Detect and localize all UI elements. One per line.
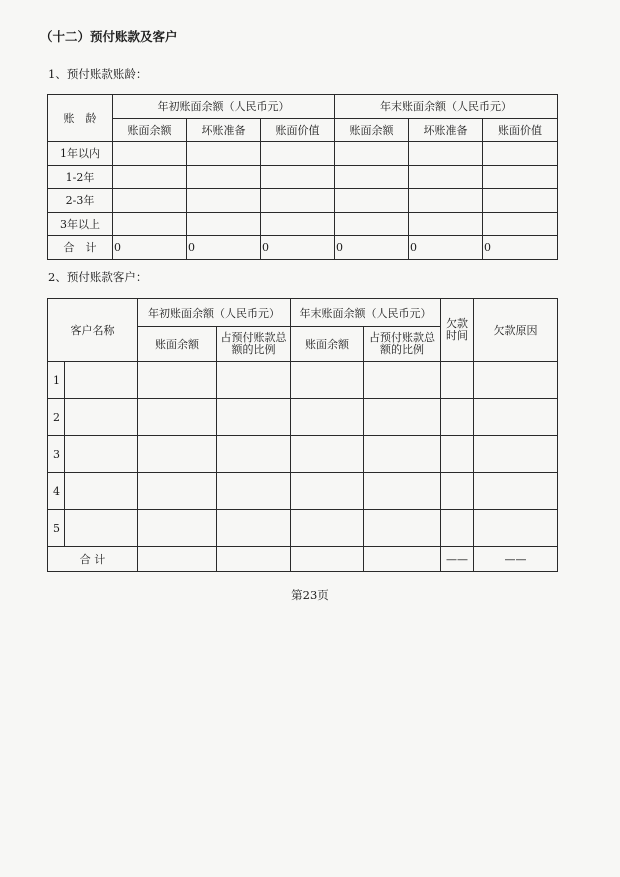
- table-cell: [138, 362, 217, 399]
- header-debt-reason: 欠款原因: [474, 299, 558, 362]
- table-cell: [217, 510, 291, 547]
- table-cell: [364, 510, 441, 547]
- table-cell: [261, 189, 335, 213]
- header-end-book-value: 账面价值: [483, 118, 558, 142]
- total-cell: [217, 547, 291, 572]
- total-reason: ——: [474, 547, 558, 572]
- table-cell: [138, 510, 217, 547]
- total-cell: 0: [261, 236, 335, 260]
- table-cell: [217, 362, 291, 399]
- table-cell: [441, 473, 474, 510]
- table-cell: [187, 212, 261, 236]
- table-cell: [409, 142, 483, 166]
- table-cell: [291, 510, 364, 547]
- table-cell: [138, 473, 217, 510]
- page-number: 第23页: [291, 588, 329, 602]
- row-index: 1: [48, 362, 65, 399]
- row-index: 3: [48, 436, 65, 473]
- table-cell: [483, 189, 558, 213]
- total-cell: 0: [113, 236, 187, 260]
- header-end-balance-group: 年末账面余额（人民币元）: [335, 95, 558, 119]
- table-cell: [335, 165, 409, 189]
- total-cell: [291, 547, 364, 572]
- table-cell: [474, 362, 558, 399]
- table-cell: [483, 212, 558, 236]
- table-cell: [261, 165, 335, 189]
- table-cell: [483, 142, 558, 166]
- total-label: 合 计: [48, 236, 113, 260]
- total-row: [48, 547, 558, 572]
- table-cell: [474, 510, 558, 547]
- table-row: [48, 436, 558, 473]
- table-cell: [217, 436, 291, 473]
- table-cell: [335, 212, 409, 236]
- table-row: [48, 399, 558, 436]
- total-row: [48, 236, 558, 260]
- table-cell: [113, 189, 187, 213]
- table-row: [48, 362, 558, 399]
- table-cell: [364, 399, 441, 436]
- table-row: [48, 212, 558, 236]
- header-customer-name: 客户名称: [48, 299, 138, 362]
- table-cell: [409, 189, 483, 213]
- header-start-book-value: 账面价值: [261, 118, 335, 142]
- table-cell: [217, 473, 291, 510]
- table-cell: [474, 436, 558, 473]
- table-row: [48, 189, 558, 213]
- table-cell: [291, 473, 364, 510]
- header-end-balance: 账面余额: [291, 327, 364, 362]
- total-cell: [364, 547, 441, 572]
- table-cell: [65, 399, 138, 436]
- table-cell: [364, 362, 441, 399]
- aging-table-title: 1、预付账款账龄：: [48, 67, 148, 81]
- customers-table-title: 2、预付账款客户：: [48, 270, 148, 284]
- table-cell: [261, 142, 335, 166]
- header-debt-time: 欠款时间: [441, 299, 474, 362]
- row-index: 4: [48, 473, 65, 510]
- table-cell: [291, 362, 364, 399]
- header-start-balance-group: 年初账面余额（人民币元）: [113, 95, 335, 119]
- total-cell: 0: [335, 236, 409, 260]
- table-cell: [65, 473, 138, 510]
- table-cell: [113, 142, 187, 166]
- table-cell: [138, 436, 217, 473]
- table-cell: [364, 473, 441, 510]
- header-end-ratio: 占预付账款总额的比例: [364, 327, 441, 362]
- table-cell: [65, 436, 138, 473]
- table-row: [48, 510, 558, 547]
- table-cell: [441, 362, 474, 399]
- table-cell: [113, 212, 187, 236]
- header-end-balance: 账面余额: [335, 118, 409, 142]
- table-cell: [217, 399, 291, 436]
- table-row: [48, 142, 558, 166]
- table-cell: [474, 473, 558, 510]
- table-cell: [261, 212, 335, 236]
- total-label: 合 计: [48, 547, 138, 572]
- header-start-balance: 账面余额: [113, 118, 187, 142]
- customers-table: [47, 298, 558, 572]
- header-age: 账 龄: [48, 95, 113, 142]
- header-start-provision: 坏账准备: [187, 118, 261, 142]
- row-label: 1-2年: [48, 165, 113, 189]
- table-cell: [138, 399, 217, 436]
- row-index: 5: [48, 510, 65, 547]
- table-cell: [335, 189, 409, 213]
- header-start-ratio: 占预付账款总额的比例: [217, 327, 291, 362]
- table-row: [48, 165, 558, 189]
- section-title: （十二）预付账款及客户: [40, 29, 178, 44]
- table-cell: [187, 142, 261, 166]
- row-label: 3年以上: [48, 212, 113, 236]
- table-cell: [291, 436, 364, 473]
- table-cell: [335, 142, 409, 166]
- total-cell: [138, 547, 217, 572]
- aging-table: [47, 94, 558, 260]
- total-time: ——: [441, 547, 474, 572]
- total-cell: 0: [409, 236, 483, 260]
- header-start-balance: 账面余额: [138, 327, 217, 362]
- table-cell: [187, 189, 261, 213]
- table-cell: [291, 399, 364, 436]
- table-cell: [187, 165, 261, 189]
- table-cell: [113, 165, 187, 189]
- row-index: 2: [48, 399, 65, 436]
- header-start-balance-group: 年初账面余额（人民币元）: [138, 299, 291, 327]
- row-label: 2-3年: [48, 189, 113, 213]
- table-cell: [65, 510, 138, 547]
- table-cell: [441, 399, 474, 436]
- table-cell: [409, 212, 483, 236]
- row-label: 1年以内: [48, 142, 113, 166]
- table-cell: [441, 510, 474, 547]
- header-end-provision: 坏账准备: [409, 118, 483, 142]
- table-cell: [441, 436, 474, 473]
- table-cell: [65, 362, 138, 399]
- total-cell: 0: [187, 236, 261, 260]
- table-cell: [483, 165, 558, 189]
- table-cell: [474, 399, 558, 436]
- table-cell: [409, 165, 483, 189]
- table-cell: [364, 436, 441, 473]
- header-end-balance-group: 年末账面余额（人民币元）: [291, 299, 441, 327]
- total-cell: 0: [483, 236, 558, 260]
- table-row: [48, 473, 558, 510]
